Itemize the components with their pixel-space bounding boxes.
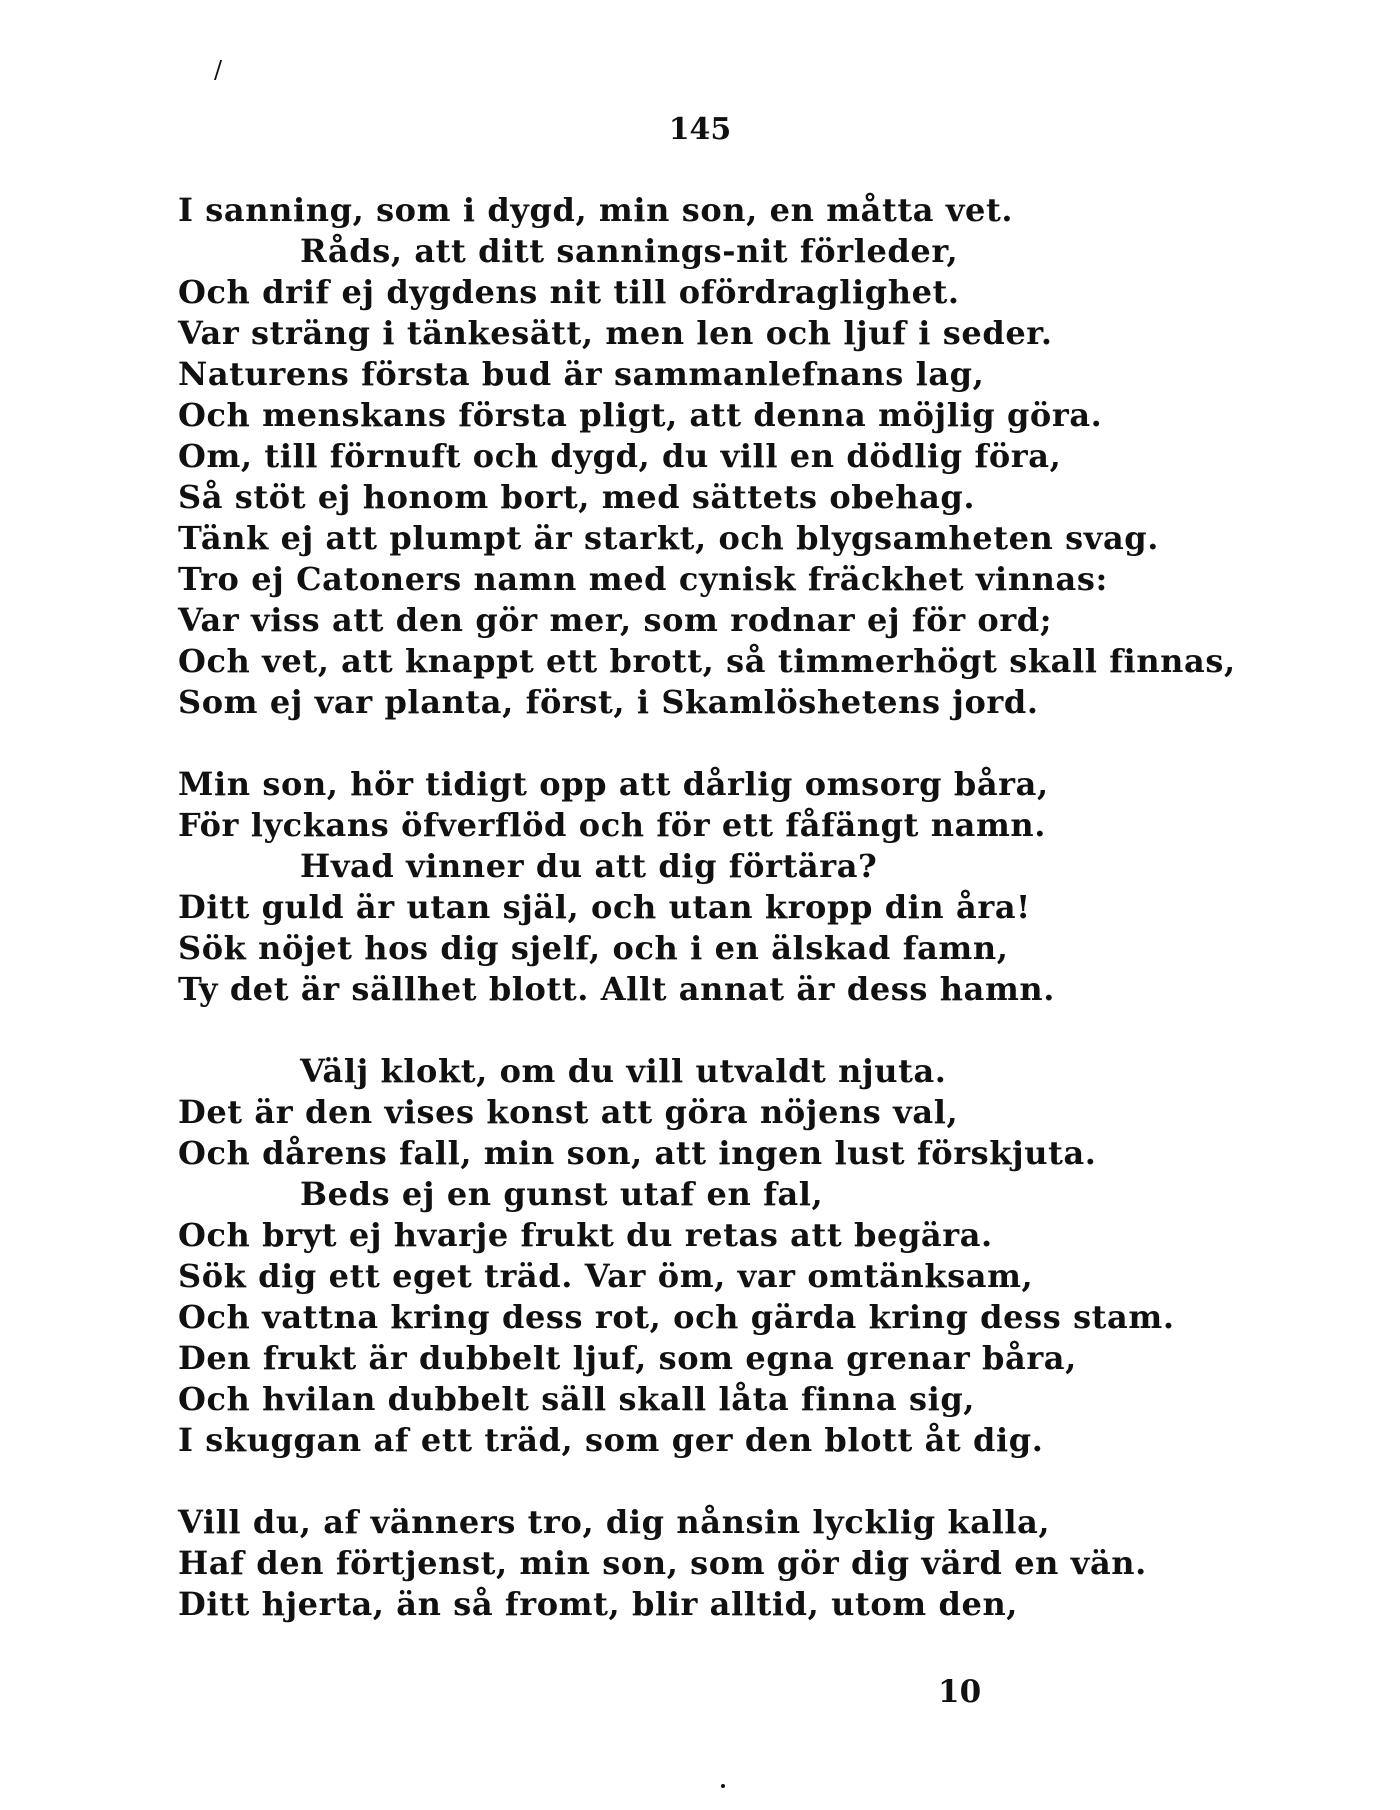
poem-line: Haf den förtjenst, min son, som gör dig värd en vän.	[178, 1544, 1147, 1582]
print-speck	[721, 1784, 725, 1788]
poem-line: Sök dig ett eget träd. Var öm, var omtänksam,	[178, 1257, 1034, 1295]
poem-line: Sök nöjet hos dig sjelf, och i en älskad famn,	[178, 929, 1009, 967]
poem-line: Den frukt är dubbelt ljuf, som egna grenar båra,	[178, 1339, 1077, 1377]
poem-line: Och hvilan dubbelt säll skall låta finna sig,	[178, 1380, 976, 1418]
stanza	[178, 764, 1198, 1010]
poem-line: Så stöt ej honom bort, med sättets obehag.	[178, 478, 976, 516]
stray-mark: /	[214, 56, 223, 84]
poem-line: I sanning, som i dygd, min son, en måtta vet.	[178, 191, 1014, 229]
poem-body	[178, 190, 1236, 1666]
poem-line: Vill du, af vänners tro, dig nånsin lycklig kalla,	[178, 1503, 1051, 1541]
poem-line: Om, till förnuft och dygd, du vill en dödlig föra,	[178, 437, 1062, 475]
poem-line: Hvad vinner du att dig förtära?	[300, 847, 878, 885]
poem-line: Naturens första bud är sammanlefnans lag,	[178, 355, 985, 393]
poem-line: Tro ej Catoners namn med cynisk fräckhet vinnas:	[178, 560, 1108, 598]
poem-line: Och vet, att knappt ett brott, så timmerhögt skall finnas,	[178, 642, 1236, 680]
poem-line: Min son, hör tidigt opp att dårlig omsorg båra,	[178, 765, 1049, 803]
poem-line: Och vattna kring dess rot, och gärda kring dess stam.	[178, 1298, 1175, 1336]
poem-line: Ditt guld är utan själ, och utan kropp din åra!	[178, 888, 1031, 926]
stanza	[178, 1051, 1198, 1461]
poem-line: Välj klokt, om du vill utvaldt njuta.	[300, 1052, 947, 1090]
poem-line: I skuggan af ett träd, som ger den blott åt dig.	[178, 1421, 1044, 1459]
stanza	[178, 190, 1236, 723]
poem-line: Beds ej en gunst utaf en fal,	[300, 1175, 824, 1213]
poem-line: Tänk ej att plumpt är starkt, och blygsamheten svag.	[178, 519, 1160, 557]
poem-line: Ty det är sällhet blott. Allt annat är dess hamn.	[178, 970, 1056, 1008]
poem-line: Och drif ej dygdens nit till ofördraglighet.	[178, 273, 960, 311]
poem-line: Var viss att den gör mer, som rodnar ej för ord;	[178, 601, 1053, 639]
poem-line: Det är den vises konst att göra nöjens val,	[178, 1093, 959, 1131]
poem-line: Och menskans första pligt, att denna möjlig göra.	[178, 396, 1103, 434]
poem-line: Och bryt ej hvarje frukt du retas att begära.	[178, 1216, 993, 1254]
poem-line: Var sträng i tänkesätt, men len och ljuf i seder.	[178, 314, 1053, 352]
signature-mark: 10	[938, 1674, 982, 1710]
poem-line: För lyckans öfverflöd och för ett fåfängt namn.	[178, 806, 1047, 844]
poem-line: Ditt hjerta, än så fromt, blir alltid, utom den,	[178, 1585, 1019, 1623]
stanza	[178, 1502, 1198, 1625]
poem-line: Som ej var planta, först, i Skamlöshetens jord.	[178, 683, 1039, 721]
page-number: 145	[668, 112, 732, 147]
poem-line: Råds, att ditt sannings-nit förleder,	[300, 232, 959, 270]
poem-line: Och dårens fall, min son, att ingen lust förskjuta.	[178, 1134, 1097, 1172]
